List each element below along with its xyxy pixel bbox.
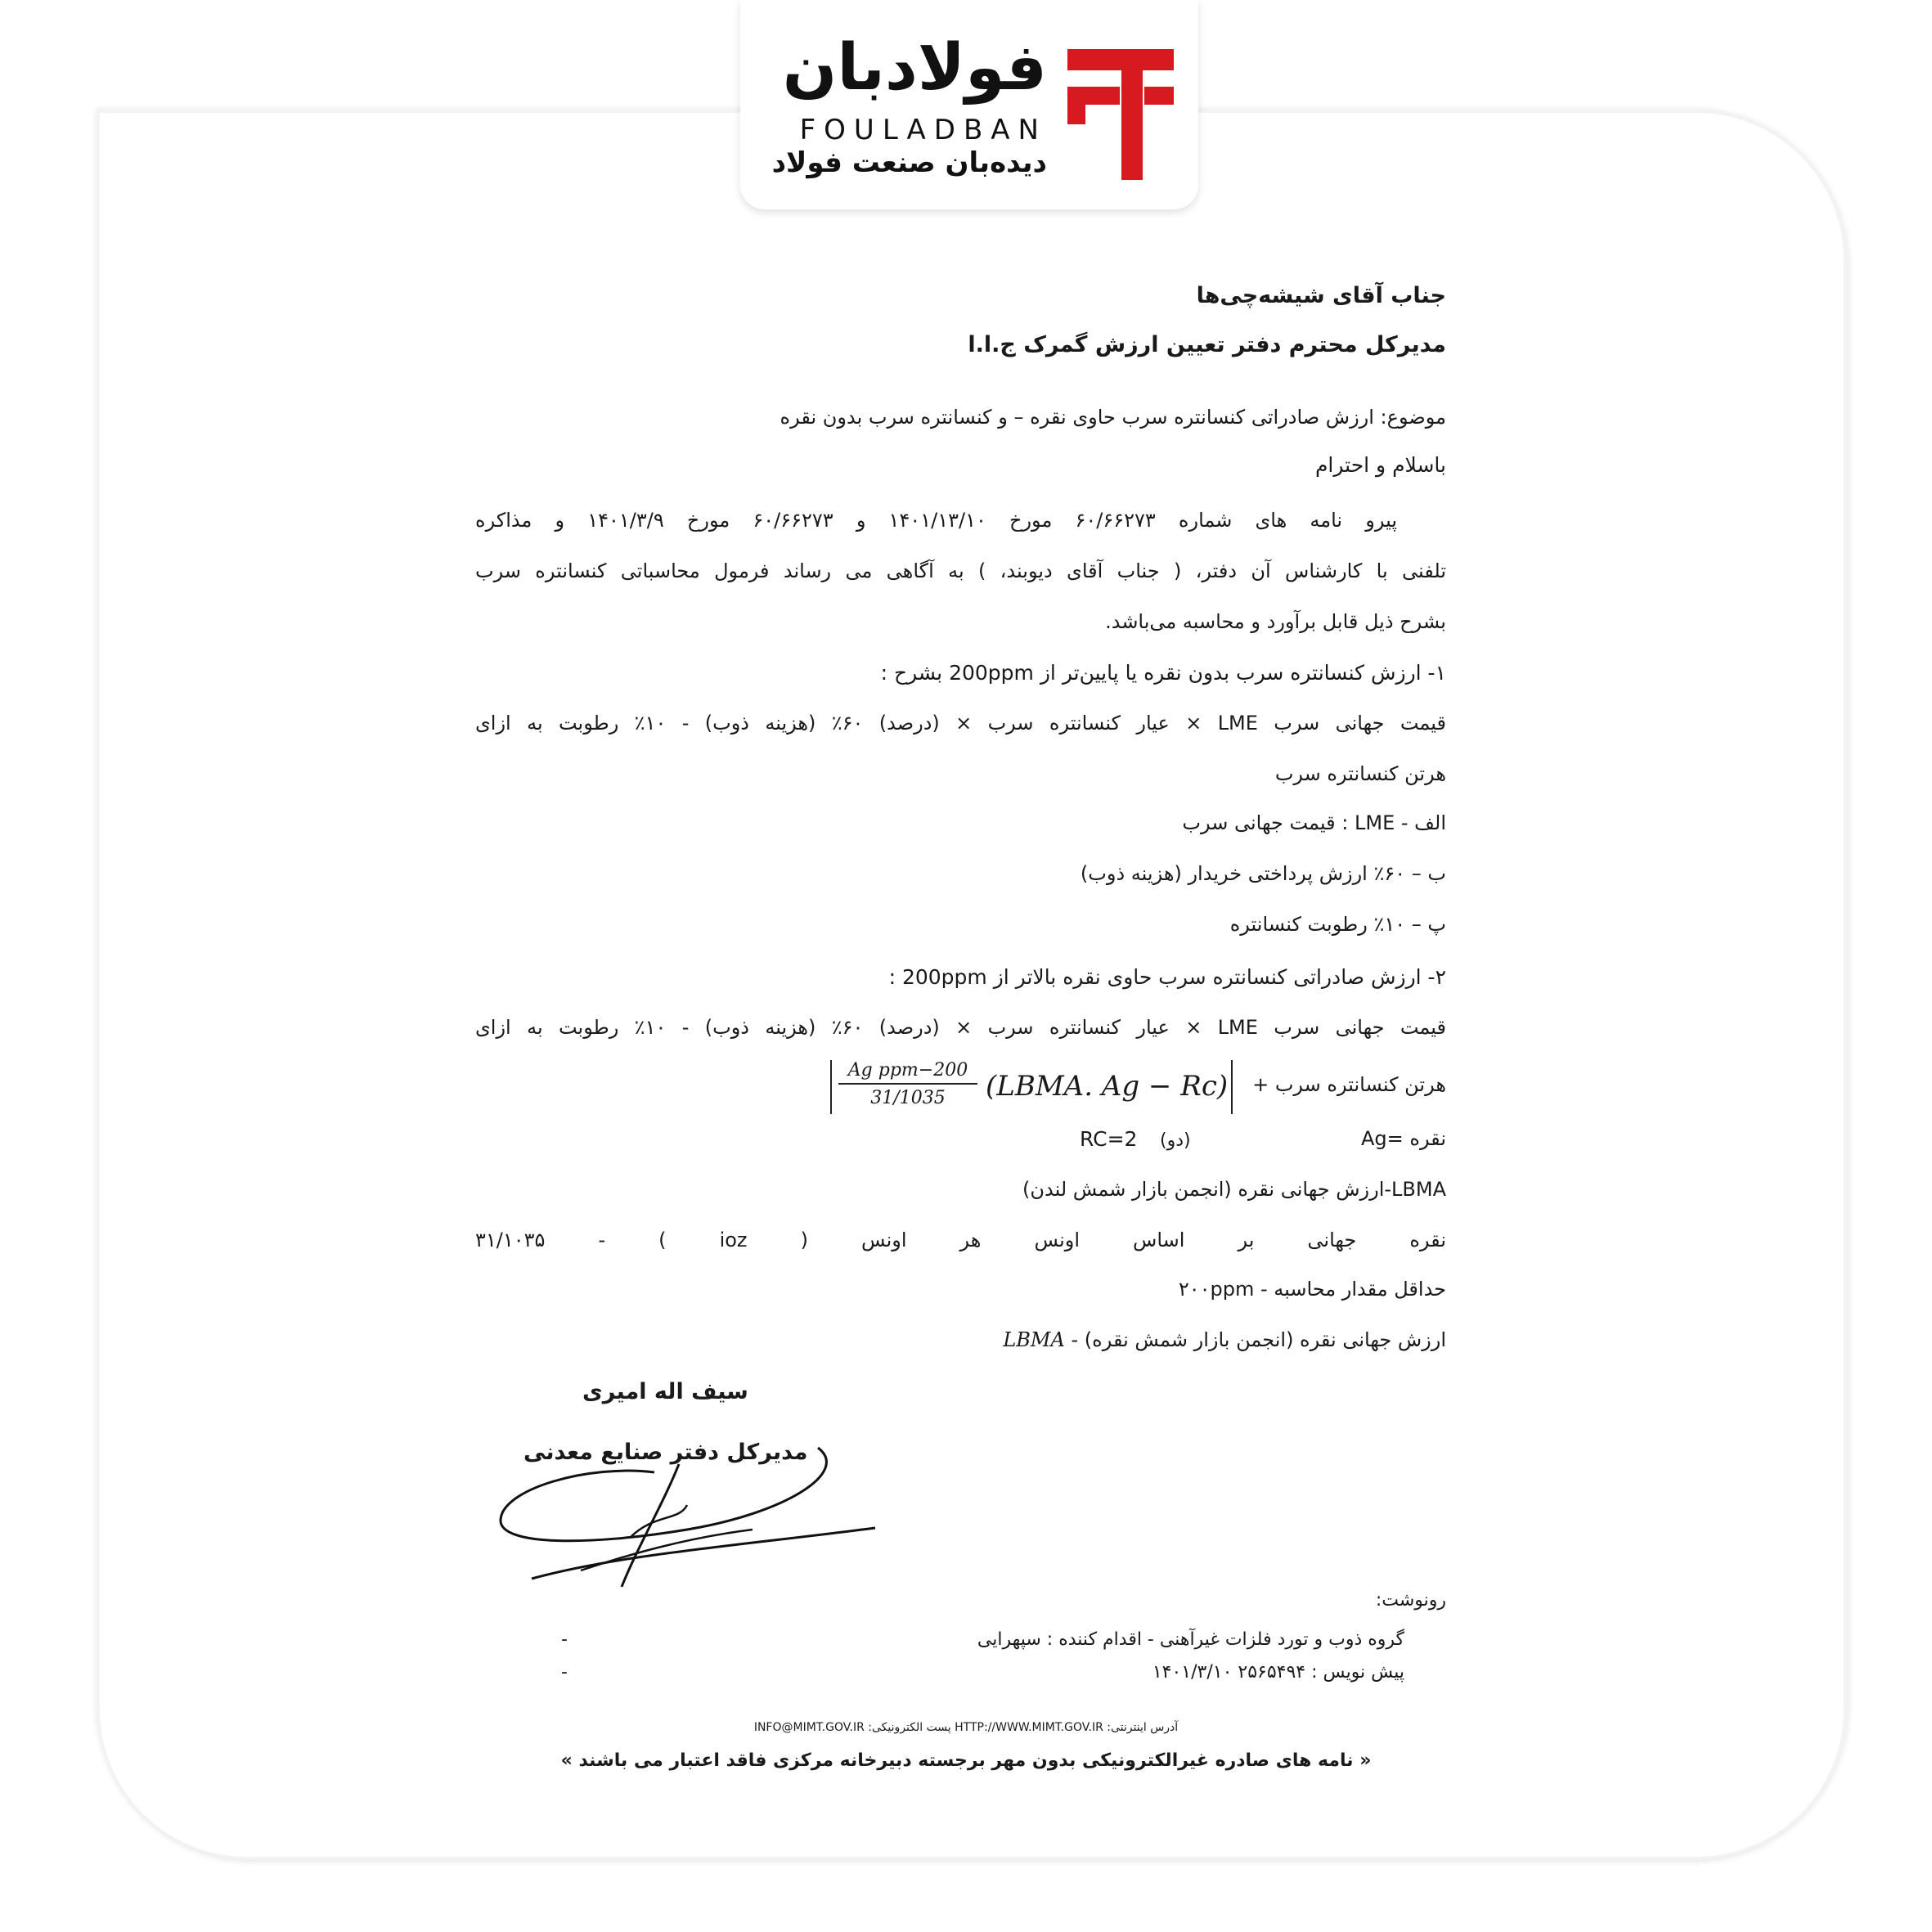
fouladban-logo-icon (1067, 49, 1174, 180)
section2-formula-line2: هرتن کنسانتره سرب + (1252, 1073, 1446, 1096)
section2-heading: ۲- ارزش صادراتی کنسانتره سرب حاوی نقره بالاتر از 200ppm : (888, 965, 1446, 989)
copy-item-1-dash: - (561, 1629, 568, 1650)
footer-notice: « نامه های صادره غیرالکترونیکی بدون مهر برجسته دبیرخانه مرکزی فاقد اعتبار می باشند » (560, 1750, 1372, 1771)
section1-formula-line1: قیمت جهانی سرب LME × عیار کنسانتره سرب × (درصد) ۶۰٪ (هزینه ذوب) - ۱۰٪ رطوبت به ازای (475, 712, 1447, 735)
letter-subject: موضوع: ارزش صادراتی کنسانتره سرب حاوی نقره – و کنسانتره سرب بدون نقره (780, 406, 1446, 429)
copy-item-1: گروه ذوب و تورد فلزات غیرآهنی - اقدام کننده : سپهرایی (977, 1629, 1404, 1650)
body-line-1: پیرو نامه های شماره ۶۰/۶۶۲۷۳ مورخ ۱۴۰۱/۱۳/۱۰ و ۶۰/۶۶۲۷۳ مورخ ۱۴۰۱/۳/۹ و مذاکره (475, 509, 1398, 532)
copies-label: رونوشت: (1375, 1590, 1446, 1611)
section2-formula-line1: قیمت جهانی سرب LME × عیار کنسانتره سرب × (درصد) ۶۰٪ (هزینه ذوب) - ۱۰٪ رطوبت به ازای (475, 1016, 1447, 1039)
lbma-line-2-abbr: LBMA (1003, 1328, 1065, 1351)
brand-name-en: FOULADBAN (799, 114, 1047, 146)
handwritten-signature (491, 1423, 883, 1603)
section1-heading: ۱- ارزش کنسانتره سرب بدون نقره یا پایین‌تر از 200ppm بشرح : (880, 661, 1446, 685)
lbma-line-2-text: ارزش جهانی نقره (انجمن بازار شمش نقره) - (1071, 1328, 1446, 1351)
recipient-title: مدیرکل محترم دفتر تعیین ارزش گمرک ج.ا.ا (968, 332, 1446, 357)
rc-label: RC=2 (1080, 1127, 1138, 1151)
body-line-3: بشرح ذیل قابل برآورد و محاسبه می‌باشد. (1105, 610, 1446, 633)
signatory-title: مدیرکل دفتر صنایع معدنی (523, 1440, 808, 1465)
body-line-2: تلفنی با کارشناس آن دفتر، ( جناب آقای دیوبند، ) به آگاهی می رساند فرمول محاسباتی کنسانتره سرب (475, 559, 1446, 582)
signatory-name: سیف اله امیری (582, 1379, 748, 1404)
brand-logo-tab (740, 0, 1198, 209)
minimum-calc-line: حداقل مقدار محاسبه - ۲۰۰ppm (1178, 1278, 1446, 1301)
brand-tagline: دیده‌بان صنعت فولاد (771, 146, 1047, 179)
recipient-name: جناب آقای شیشه‌چی‌ها (1196, 283, 1446, 308)
ounce-line: نقره جهانی بر اساس اونس هر اونس ( ioz ) - ۳۱/۱۰۳۵ (475, 1229, 1446, 1251)
footer-contact: آدرس اینترنتی: HTTP://WWW.MIMT.GOV.IR پست الکترونیکی: INFO@MIMT.GOV.IR (753, 1721, 1179, 1734)
silver-formula (830, 1060, 1233, 1114)
letter-greeting: باسلام و احترام (1314, 453, 1446, 477)
silver-label: نقره =Ag (1360, 1127, 1446, 1150)
section1-item-be: ب – ۶۰٪ ارزش پرداختی خریدار (هزینه ذوب) (1080, 862, 1446, 885)
lbma-line-2 (1003, 1328, 1446, 1352)
section1-item-pe: پ – ۱۰٪ رطوبت کنسانتره (1229, 913, 1446, 936)
section1-item-alef: الف - LME : قیمت جهانی سرب (1182, 811, 1446, 834)
formula-denominator: 31/1035 (870, 1088, 946, 1109)
copy-item-2-dash: - (561, 1662, 568, 1683)
formula-numerator: Ag ppm−200 (838, 1060, 977, 1085)
copy-item-2: پیش نویس : ۲۵۶۵۴۹۴ ۱۴۰۱/۳/۱۰ (1152, 1662, 1404, 1683)
formula-fraction (838, 1060, 977, 1110)
section1-formula-line2: هرتن کنسانتره سرب (1274, 762, 1446, 785)
lbma-definition: LBMA-ارزش جهانی نقره (انجمن بازار شمش لندن) (1022, 1178, 1446, 1201)
formula-expression: (LBMA. Ag − Rc) (986, 1070, 1229, 1103)
brand-name-fa: فولادبان (782, 31, 1047, 105)
rc-note: (دو) (1160, 1130, 1191, 1151)
